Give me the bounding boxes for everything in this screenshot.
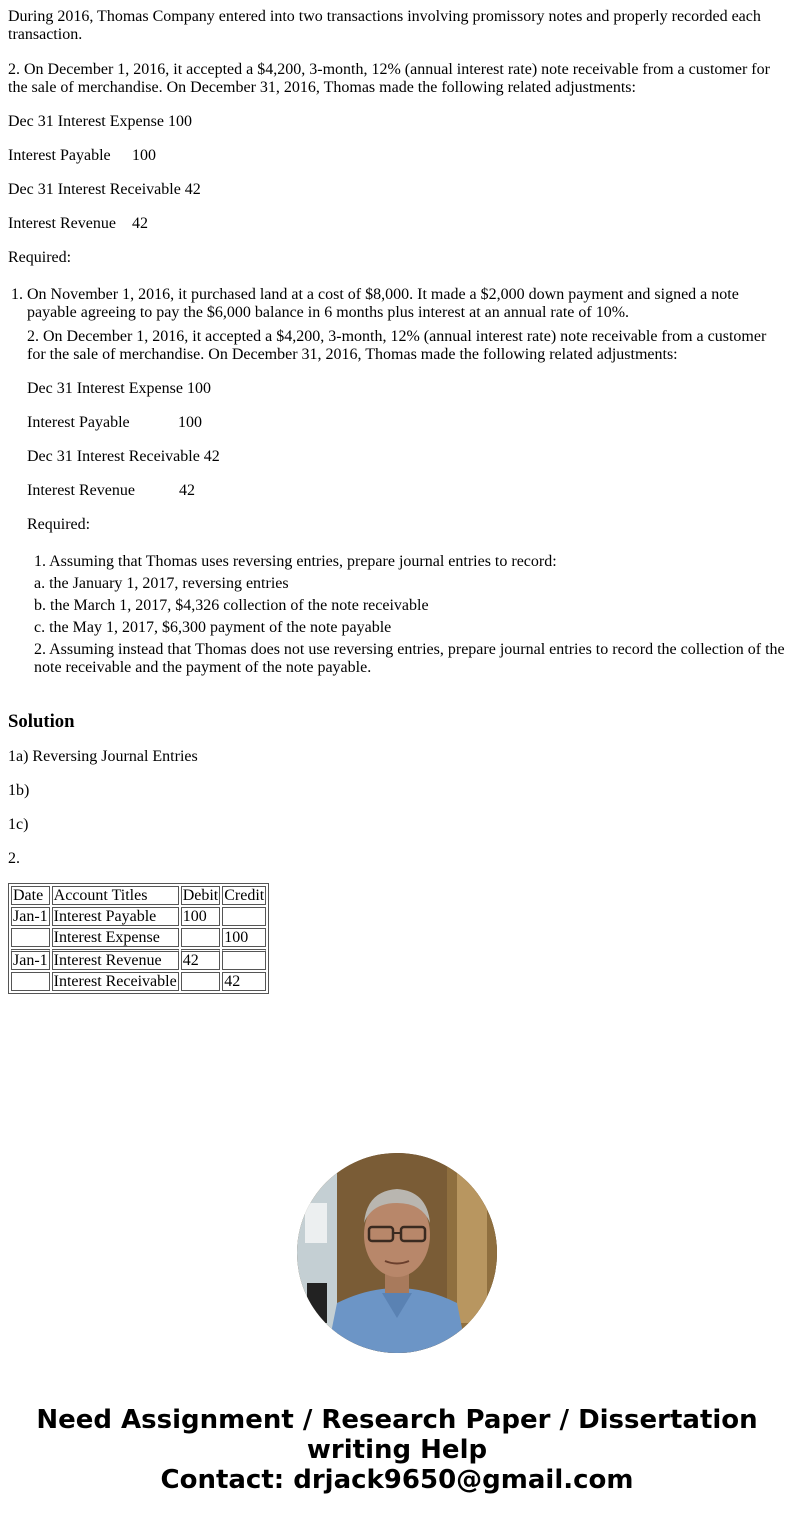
adjustment-label: Interest Revenue [8,215,116,232]
table-cell [11,972,50,991]
required-item: a. the January 1, 2017, reversing entries [34,575,289,592]
table-header-cell: Date [11,886,50,905]
land-purchase-text: 1. On November 1, 2016, it purchased land at a cost of $8,000. It made a $2,000 down payment and signed a note payable agreeing to pay the $6,000 balance in 6 months plus interest at an annual rate of 10%. [27,286,739,321]
solution-heading: Solution [8,711,75,732]
table-row [11,972,266,991]
table-cell [11,928,50,947]
problem-item-1 [27,286,786,677]
table-cell: Interest Payable [52,907,179,926]
adjustment-label: Interest Payable [8,147,111,164]
required-item: 1. Assuming that Thomas uses reversing entries, prepare journal entries to record: [34,553,557,570]
adjustment-label: Interest Payable [27,414,130,431]
adjustment-line [27,414,786,432]
journal-entries-table [8,883,269,994]
promo-banner [0,1153,794,1495]
author-avatar [297,1153,497,1353]
solution-line: 1c) [8,816,29,833]
solution-line: 1a) Reversing Journal Entries [8,748,198,765]
solution-line: 1b) [8,782,30,799]
promo-line: Need Assignment / Research Paper / Dissertation [36,1405,758,1435]
table-cell [181,972,221,991]
note-receivable-paragraph: 2. On December 1, 2016, it accepted a $4,200, 3-month, 12% (annual interest rate) note receivable from a customer for the sale of merchandise. On December 31, 2016, Thomas made the following related adjustments: [8,61,770,96]
adjustment-line: Dec 31 Interest Expense 100 [8,113,192,130]
note-receivable-paragraph: 2. On December 1, 2016, it accepted a $4,200, 3-month, 12% (annual interest rate) note receivable from a customer for the sale of merchandise. On December 31, 2016, Thomas made the following related adjustments: [27,328,767,363]
adjustment-line: Dec 31 Interest Expense 100 [27,380,211,397]
table-cell [222,949,266,970]
required-list [27,553,786,677]
table-cell: Interest Expense [52,928,179,947]
table-cell: 100 [222,928,266,947]
adjustment-line [8,147,786,165]
adjustment-value: 100 [132,147,156,164]
table-header-cell: Debit [182,887,219,904]
table-cell: Interest Receivable [53,973,177,990]
table-header-row [11,886,266,905]
required-label: Required: [8,249,72,266]
table-row [11,928,266,947]
adjustment-value: 42 [179,482,195,499]
problem-list [8,286,786,677]
table-row [11,949,266,970]
promo-line: writing Help [306,1435,488,1465]
table-cell: 100 [181,907,221,926]
table-cell: 42 [222,972,266,991]
adjustment-line [8,215,786,233]
table-cell: Jan-1 [11,949,50,970]
required-item: b. the March 1, 2017, $4,326 collection of the note receivable [34,597,429,614]
table-cell: 42 [181,949,221,970]
promo-text [0,1405,794,1495]
promo-contact: Contact: drjack9650@gmail.com [160,1465,634,1495]
adjustment-value: 42 [132,215,148,232]
table-header-cell: Credit [224,887,265,904]
adjustment-value: 100 [178,414,202,431]
table-cell [181,928,221,947]
portrait-illustration [297,1153,497,1353]
table-cell: Interest Revenue [52,949,179,970]
adjustment-label: Interest Revenue [27,482,135,499]
table-row [11,907,266,926]
table-header-cell: Account Titles [52,886,179,905]
required-label: Required: [27,516,91,533]
adjustment-line: Dec 31 Interest Receivable 42 [27,448,220,465]
table-cell [222,907,266,926]
solution-line: 2. [8,850,20,867]
adjustment-line [27,482,786,500]
adjustment-line: Dec 31 Interest Receivable 42 [8,181,201,198]
table-cell: Jan-1 [13,908,48,925]
intro-paragraph: During 2016, Thomas Company entered into two transactions involving promissory notes and properly recorded each transaction. [8,8,761,43]
required-item: c. the May 1, 2017, $6,300 payment of the note payable [34,619,392,636]
required-item: 2. Assuming instead that Thomas does not use reversing entries, prepare journal entries to record the collection of the note receivable and the payment of the note payable. [34,641,785,676]
